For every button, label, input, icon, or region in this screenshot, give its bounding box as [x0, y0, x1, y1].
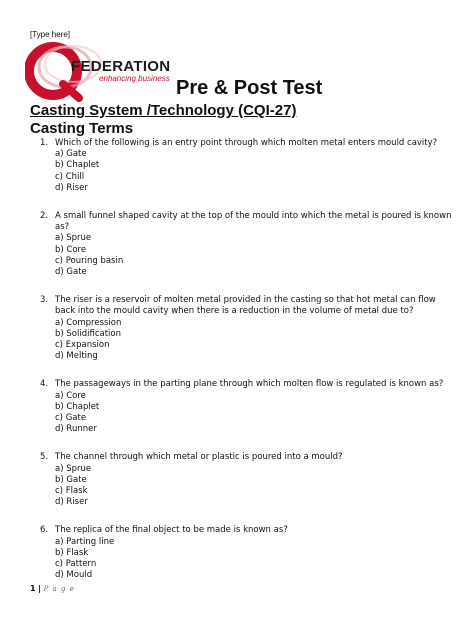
answer-option: c) Pouring basin [55, 255, 124, 266]
footer-separator: | [38, 584, 42, 593]
question-number: 3. [40, 295, 49, 306]
answer-option: d) Mould [55, 570, 93, 581]
question-number: 2. [40, 211, 49, 222]
answer-option: d) Runner [55, 424, 97, 435]
answer-option: d) Gate [55, 267, 87, 278]
answer-option: b) Gate [55, 474, 87, 485]
answer-option: a) Sprue [55, 233, 92, 244]
page-footer [30, 584, 75, 593]
answer-option: a) Compression [55, 317, 122, 328]
answer-option: d) Melting [55, 351, 98, 362]
answer-option: b) Flask [55, 547, 89, 558]
question-text: Which of the following is an entry point through which molten metal enters mould cavity? [55, 138, 438, 148]
answer-option: c) Gate [55, 413, 87, 424]
answer-option: c) Expansion [55, 340, 110, 351]
answer-option: b) Chaplet [55, 160, 100, 171]
answer-option: d) Riser [55, 497, 88, 508]
answer-option: c) Flask [55, 486, 88, 497]
question-text: The passageways in the parting plane through which molten flow is regulated is known as? [55, 379, 444, 390]
logo-name: FEDERATION [71, 58, 171, 75]
question-item [40, 525, 455, 581]
question-item [40, 295, 455, 362]
question-text: A small funnel shaped cavity at the top of the mould into which the metal is poured is known as? [55, 211, 452, 233]
answer-option: a) Gate [55, 149, 87, 160]
question-text: The replica of the final object to be made is known as? [55, 525, 288, 536]
answer-option: c) Pattern [55, 559, 97, 570]
question-number: 6. [40, 525, 49, 536]
question-item [40, 379, 455, 435]
logo-tagline: enhancing business [99, 74, 170, 83]
question-item [40, 452, 455, 508]
answer-option: b) Core [55, 244, 87, 255]
question-list [40, 138, 455, 599]
question-number: 1. [40, 138, 49, 148]
answer-option: b) Chaplet [55, 401, 100, 412]
answer-option: a) Parting line [55, 536, 115, 547]
section-title: Casting Terms [30, 120, 134, 137]
question-item [40, 138, 455, 194]
question-text: The riser is a reservoir of molten metal provided in the casting so that hot metal can flow back into the mould cavity when there is a reduction in the volume of metal due to? [55, 295, 436, 317]
page-number: 1 [30, 584, 36, 593]
header-placeholder: [Type here] [30, 30, 71, 39]
answer-option: a) Sprue [55, 463, 92, 474]
page-label: P a g e [43, 585, 75, 593]
document-title: Pre & Post Test [176, 77, 323, 99]
course-title: Casting System /Technology (CQI-27) [30, 102, 297, 119]
question-text: The channel through which metal or plastic is poured into a mould? [55, 452, 343, 463]
question-number: 5. [40, 452, 49, 463]
answer-option: b) Solidification [55, 328, 122, 339]
answer-option: d) Riser [55, 182, 88, 193]
federation-logo [25, 40, 175, 102]
answer-option: c) Chill [55, 171, 85, 182]
question-number: 4. [40, 379, 49, 390]
question-item [40, 211, 455, 278]
answer-option: a) Core [55, 390, 86, 401]
